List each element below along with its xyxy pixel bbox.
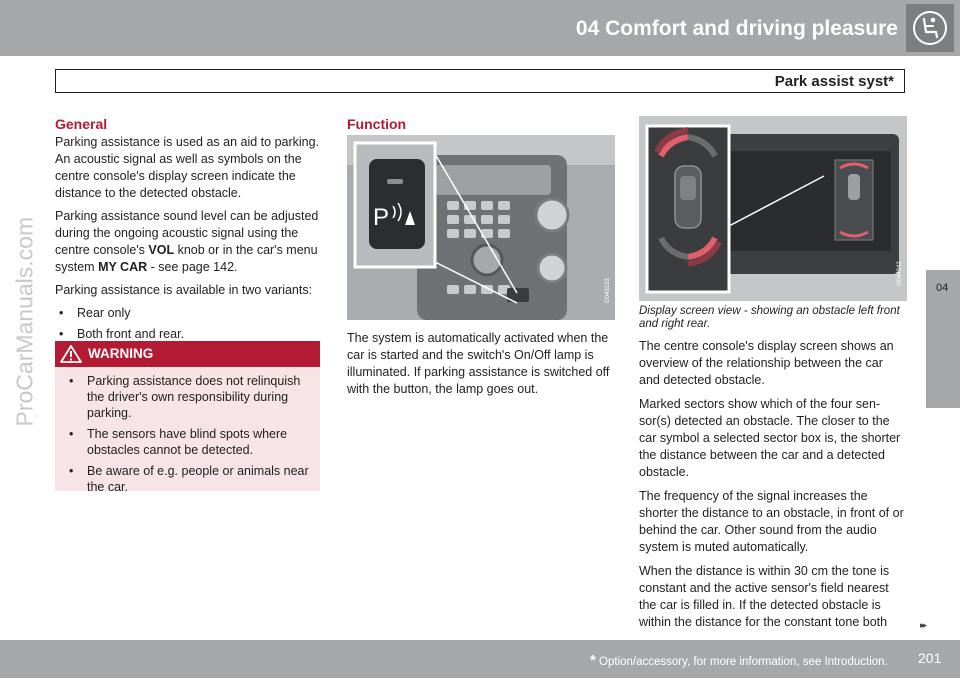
list-item: • Be aware of e.g. people or animals near the car. [65, 463, 315, 495]
next-page-arrows: ▸▸ [920, 620, 926, 630]
display-section [639, 338, 907, 638]
general-heading: General [55, 116, 108, 132]
warning-header [55, 341, 320, 367]
warning-triangle-icon [60, 345, 82, 363]
center-console-photo [347, 135, 615, 320]
chapter-title: 04 Comfort and driving pleasure [575, 17, 898, 40]
footer-note-text: Option/accessory, for more information, see Introduction. [595, 656, 888, 668]
watermark: ProCarManuals.com [11, 216, 38, 427]
display-paragraph-4: When the distance is within 30 cm the tone is constant and the active sensor's field nearest the car is filled in. If the detected obstacle is within the distance for the constant tone both [639, 564, 890, 629]
section-bar [55, 69, 905, 93]
p2-text-2: knob or in the car's menu system [55, 243, 318, 274]
warning-label: WARNING [88, 346, 154, 361]
center-console-illustration [347, 135, 615, 320]
page-number: 201 [918, 650, 942, 666]
display-caption: Display screen view - showing an obstacle left front and right rear. [639, 305, 900, 330]
display-screen-illustration [639, 116, 907, 301]
section-title: Park assist syst* [774, 73, 894, 90]
display-paragraph-3: The frequency of the signal increases the shorter the distance to an obstacle, in front of or behind the car. Other sound from the audio system is muted automatically. [639, 489, 904, 554]
p2-text-3: - see page 142. [147, 260, 238, 274]
function-heading: Function [347, 116, 407, 132]
function-section [347, 116, 615, 132]
list-item: • Both front and rear. [55, 326, 321, 343]
chapter-side-tab [926, 270, 960, 408]
function-paragraph: The system is automatically activated when the car is started and the switch's On/Off lamp is illuminated. If parking assistance is switched off with the button, the lamp goes out. [347, 331, 610, 396]
general-paragraph-2 [55, 208, 321, 276]
general-section [55, 116, 321, 351]
image-code: G044942 [897, 261, 903, 286]
display-paragraph-2: Marked sectors show which of the four sen-sor(s) detected an obstacle. The closer to the car symbol a selected sector box is, the shorter the distance between the car and a detected obstacle. [639, 397, 901, 479]
vol-knob-label: VOL [148, 243, 175, 257]
side-tab-label: 04 [936, 282, 949, 294]
list-item: • Parking assistance does not relinquish the driver's own responsibility during parking. [65, 373, 315, 421]
my-car-label: MY CAR [98, 260, 148, 274]
list-item: • Rear only [55, 305, 321, 322]
display-paragraph-1: The centre console's display screen shows an overview of the relationship between the car and detected obstacle. [639, 339, 894, 387]
p2-text-1: Parking assistance sound level can be adjusted during the ongoing acoustic signal using the centre console's [55, 209, 319, 257]
display-screen-photo [639, 116, 907, 301]
footer-star: * [590, 652, 596, 669]
footer-note [590, 652, 888, 669]
general-paragraph-1: Parking assistance is used as an aid to parking. An acoustic signal as well as symbols on the centre console's display screen indicate the distance to the detected obstacle. [55, 135, 320, 200]
parking-button-symbol: P [373, 204, 390, 231]
warning-box [55, 341, 320, 494]
variant-list [55, 305, 321, 343]
general-paragraph-3: Parking assistance is available in two variants: [55, 283, 313, 297]
chapter-icon-box [906, 4, 954, 52]
warning-list [65, 373, 315, 500]
list-item: • The sensors have blind spots where obstacles cannot be detected. [65, 426, 315, 458]
image-code: G043153 [605, 278, 611, 303]
seat-icon [912, 10, 948, 46]
